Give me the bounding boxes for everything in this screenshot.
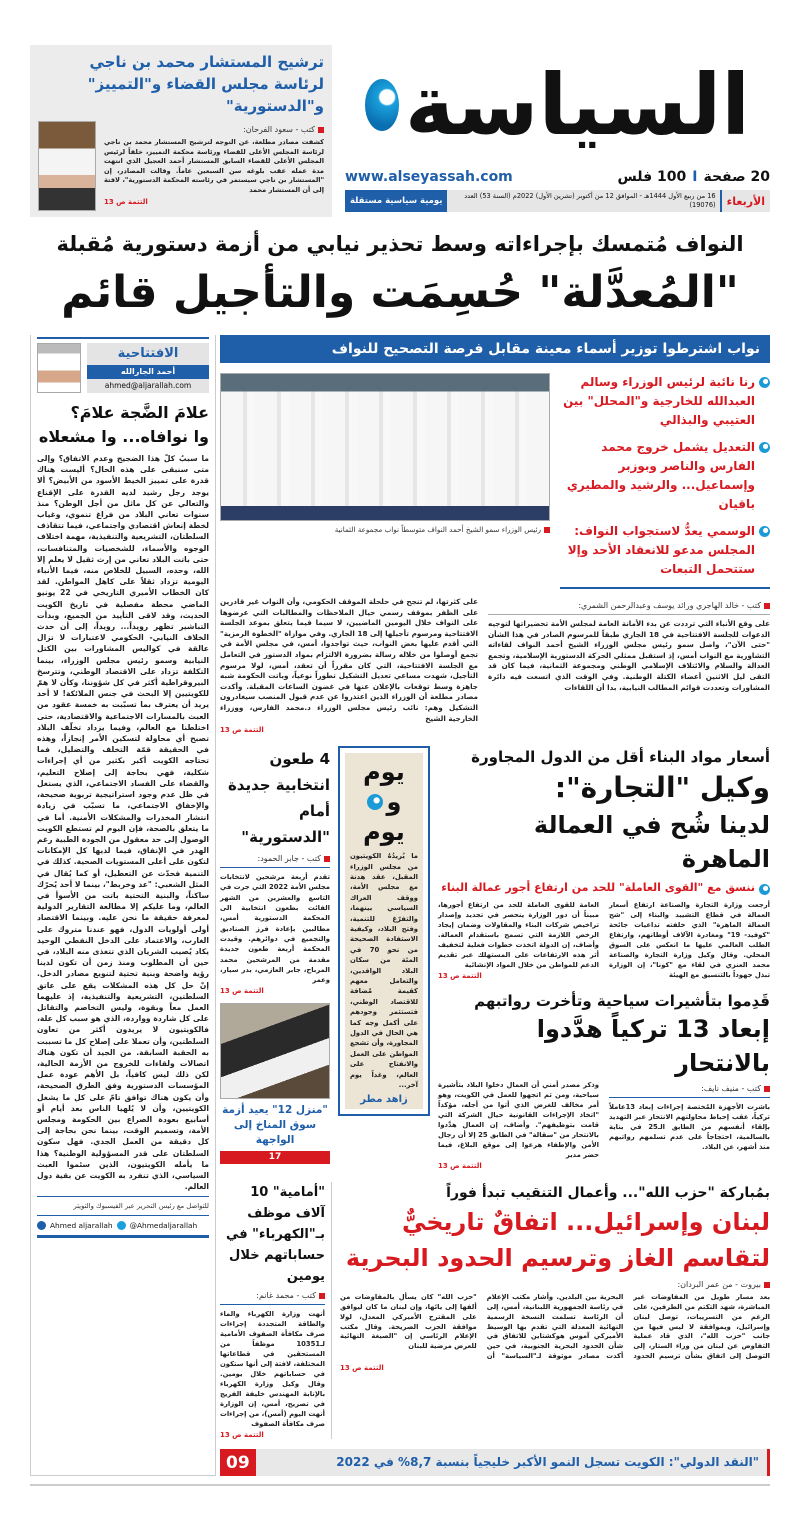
- appeals-col: [220, 746, 330, 1164]
- byline-text: كتب - محمد غانم:: [256, 1291, 316, 1301]
- facebook-handle[interactable]: Ahmed aljarallah: [50, 1221, 113, 1231]
- appeals-headline[interactable]: 4 طعون انتخابية جديدة أمام "الدستورية": [227, 750, 330, 847]
- editorial-column: [30, 335, 216, 1476]
- bullet-text: الوسمي يعدُّ لاستجواب النواف: المجلس مدعو للانعقاد الأحد وإلا ستتحمل التبعات: [567, 524, 755, 576]
- lead-subheadline-bar: نواب اشترطوا توزير أسماء معينة مقابل فرصة التصحيح للنواف: [220, 335, 770, 363]
- continued-link[interactable]: التتمة ص 13: [104, 197, 148, 206]
- bullet-item[interactable]: [560, 438, 770, 514]
- trade-kicker: أسعار مواد البناء أقل من الدول المجاورة: [471, 748, 770, 767]
- trade-body-right: أرجعت وزارة التجارة والصناعة ارتفاع أسعار العمالة في قطاع التشييد والبناء إلى "شح العمالة الماهرة" الذي خلفته تداعيات جائحة "كوفيد- 19" ومغادرة الآلاف أوطانهم، وارتفاع الطلب العالمي عليها ما انعكس على السوق المحلي. وقال وكيل وزارة التجارة والصناعة محمد العنزي في لقاء مع "كونا"، إن الوزارة تبذل جهوداً بالتنسيق مع الهيئة: [609, 901, 770, 980]
- date-bar: [345, 190, 770, 212]
- day: الأربعاء: [720, 190, 770, 212]
- divider: [609, 1097, 770, 1098]
- photo-caption: [220, 525, 550, 534]
- teaser-page-badge[interactable]: 09: [220, 1449, 256, 1476]
- divider: [220, 1304, 325, 1305]
- byline-text: كتب - سعود الفرحان:: [243, 125, 315, 134]
- falcon-logo-icon: [365, 79, 399, 131]
- price: 100 فلس: [617, 169, 687, 185]
- lead-top-row: [220, 373, 770, 593]
- turks-headline[interactable]: إبعاد 13 تركياً هدَّدوا بالانتحار: [536, 1015, 770, 1078]
- continued-link[interactable]: التتمة ص 13: [220, 987, 264, 996]
- middle-band: [220, 746, 770, 1170]
- turks-body-row: [438, 1080, 770, 1170]
- social-links: [37, 1220, 209, 1231]
- column-inner: [345, 753, 423, 1109]
- appeals-byline: [220, 854, 330, 863]
- divider: [488, 614, 770, 615]
- carpet: [221, 506, 549, 520]
- top-story-text: [104, 121, 324, 206]
- column-logo-icon: [367, 794, 383, 810]
- masthead: [345, 45, 770, 212]
- main-area: [220, 335, 770, 1476]
- trade-turks-col: [438, 746, 770, 1170]
- lead-body-left-col: [220, 597, 478, 734]
- lead-photo-block: [220, 373, 550, 538]
- page-bottom-rule: [30, 1484, 770, 1486]
- bottom-band: [220, 1182, 770, 1439]
- trade-body-left: العامة للقوى العاملة للحد من ارتفاع أجورها، مبيناً أن دور الوزارة ينحصر في تجديد وإصدار تراخيص شركات البناء والمقاولات وضمان إيجاد الرخص اللازمة التي تسمح باستقدام العمالة. وأضاف، إن الدولة اتخذت خطوات فعلية لتخفيف أثر هذه الارتفاعات على المستهلك عبر تقديم الدعم للمواطن من خلال المواد الإنشائية: [438, 901, 599, 970]
- lead-byline: [488, 601, 770, 610]
- title-word: يوم: [363, 818, 405, 847]
- column-body: ما يُريدُهُ الكويتيون من مجلس الوزراء المقبل، عقد هدنة مع مجلس الأمة، ووقف العراك السياسي بينهما، والتفرّغ للتنمية، وفتح البلاد، وكيفية الاستفادة الصحيحة من نحو 70 في المئة من سكان البلاد الوافدين، والتعامل معهم كقيمة مُضافة للاقتصاد الوطني، فتستثمر وجودهم على أكمل وجه كما هي الحال في الدول المجاورة، وأن تشجع المواطن على العمل والانفتاح على العالم، وغداً يوم آخر...: [350, 852, 418, 1090]
- title-word: و: [386, 788, 402, 817]
- divider: [37, 1215, 209, 1216]
- editorial-headline-1[interactable]: علامَ الضَّجة علامَ؟: [70, 403, 209, 422]
- byline-text: كتب - خالد الهاجري ورائد يوسف وعبدالرحمن الشمري:: [578, 601, 761, 610]
- electricity-body: أنهت وزارة الكهرباء والماء والطاقة المتجددة إجراءات صرف مكافأة الصفوف الأمامية لـ10351 موظفاً من المستحقين في قطاعاتها المختلفة، لافتة إلى أنها ستكون في حساباتهم خلال يومين. وقال وكيل وزارة الكهرباء بالإنابة المهندس خليفة الفريج في تصريح، أمس، إن الوزارة أنهت اليوم (أمس)، من إجراءات صرف مكافأة الصفوف: [220, 1310, 325, 1429]
- trade-headline-2[interactable]: لدينا شُح في العمالة الماهرة: [533, 811, 770, 874]
- byline-text: بيروت - من عمر البردان:: [677, 1280, 761, 1290]
- main-row: [30, 335, 770, 1476]
- column-title: [345, 753, 423, 847]
- author-email[interactable]: ahmed@aljarallah.com: [87, 379, 209, 393]
- editorial-section-title: الافتتاحية: [87, 343, 209, 365]
- bullet-text: التعديل يشمل خروج محمد الفارس والناصر وبوزبر وإسماعيل... والرشيد والمطيري باقيان: [566, 440, 755, 511]
- trade-headline-1[interactable]: وكيل "التجارة":: [554, 771, 770, 805]
- divider: [37, 1235, 209, 1238]
- contact-note: للتواصل مع رئيس التحرير عبر الفيسبوك والتويتر: [73, 1202, 209, 1211]
- turks-kicker: قَدِموا بتأشيرات سياحية وتأخرت رواتبهم: [474, 992, 770, 1011]
- top-story-byline: [104, 125, 324, 134]
- editorial-headline-2[interactable]: وا نوافاه... وا مشعلاه: [38, 427, 209, 446]
- divider: [560, 587, 770, 589]
- author-name: أحمد الجارالله: [87, 365, 209, 379]
- divider: [220, 867, 330, 868]
- bullet-item[interactable]: [560, 373, 770, 430]
- editorial-labels: [87, 343, 209, 393]
- lebanon-body: بعد مسار طويل من المفاوضات غير المباشرة، شهد التكتم من الطرفين، على الرغم من التسريبات، توصل لبنان وإسرائيل، ويموافقة لا ليس فيها من جانب "حزب الله"، الذي قاد عملية التفاوض عن لبنان من وراء الستار، إلى التوصل إلى اتفاق بشأن ترسيم الحدود البحرية بين البلدين. وأشار مكتب الإعلام في رئاسة الجمهورية اللبنانية، أمس، إلى أن الرئاسة تسلمت النسخة الرسمية النهائية المعدلة التي تقدم بها الوسيط الأميركي آموس هوكشتاين للاتفاق في شأن الحدود البحرية الجنوبية، في حين أكدت مصادر موثوقة لـ"السياسة" أن "حزب الله" كان يسأل بالمفاوضات من ألفها إلى يائها، وإن لبنان ما كان ليوافق على المقترح الأميركي المعدل، لولا موافقة الحزب الصريحة. وقال مكتب الإعلام الرئاسي إن "الصيغة النهائية للعرض مرضية للبنان: [340, 1293, 770, 1360]
- electricity-byline: [220, 1291, 325, 1300]
- twitter-icon[interactable]: [117, 1221, 126, 1230]
- lead-body-right-col: [488, 597, 770, 693]
- appeals-body: تقدم أربعة مرشحين لانتخابات مجلس الأمة 2022 التي جرت في التاسع والعشرين من الشهر الفائت بطعون انتخابية الى المحكمة الدستورية أمس، مطالبين بإعادة فرز الصناديق والتجميع في دوائرهم. وقيدت المحكمة أربعة طعون جديدة مقدمة من المرشحين محمد المرباح، جابر العازمي، بدر سيار، وعمر: [220, 873, 330, 985]
- continued-link[interactable]: التتمة ص 13: [438, 1162, 482, 1171]
- bullet-text: رنا نائبة لرئيس الوزراء وسالم العبدالله للخارجية و"المحلل" بين العتيبي والبذالي: [563, 375, 755, 427]
- turks-body-right: باشرت الأجهزة المُختصة إجراءات إبعاد 13عاملاً تركياً، عقب إحباط محاولتهم الانتحار عبر التهديد بإلقاء أنفسهم من الطابق الـ25 في بناية بالسالمية، احتجاجاً على عدم تسلمهم رواتبهم منذ أشهر، عن البلاد.: [609, 1103, 770, 1152]
- divider: [37, 1196, 209, 1197]
- judge-photo: [38, 121, 96, 211]
- twitter-handle[interactable]: @Ahmedaljarallah: [129, 1221, 198, 1231]
- turks-byline: [609, 1084, 770, 1093]
- manzil-12-caption[interactable]: "منزل 12" يعيد أزمة سوق المناخ إلى الواجهة: [222, 1104, 328, 1147]
- lead-body-right: على وقع الأنباء التي ترددت عن بدء الأمانة العامة لمجلس الأمة تحضيراتها لتوجيه الدعوات للجلسة الافتتاحية في 18 الجاري طبقاً للمرسوم الصادر في هذا الشأن "حتى الآن"، واصل سمو رئيس مجلس الوزراء الشيخ أحمد النواف لقاءاته التشاورية مع النواب أمس، إذ استقبل ممثلي الحركة الدستورية الإسلامية، وتجمع العدالة والسلام والائتلاف الإسلامي الوطني ومجموعة الثمانية، فيما كان قد التقى ليل الاثنين أعضاء الكتلة الوطنية. وفي الوقت الذي اتسعت فيه دائرة المشاورات وتعددت قوائم المطالب النيابية، بدا أن اللقاءات: [488, 619, 770, 692]
- author-photo: [37, 343, 81, 393]
- turks-body-right-col: [609, 1080, 770, 1152]
- editorial-body: ما سببُ كلّ هذا الضجيج وعدم الاتفاق؟ وإلى متى سنبقى على هذه الحال؟ أليست هناك قدرة على تمييز الخيط الأسود من الأبيض؟ ألا يوجد رجل رشيد لديه القدرة على الإقناع والتعالي عن كل ماثل من أجل الوطن؟ منذ سنوات تعاني البلاد من فراغ تنموي، وغياب لخطة إنعاش اقتصادي واجتماعي، فيما تتقاذف السلطتان، التشريعية والتنفيذية، مهمة اختلاف الوجوه والأسماء، للشخصيات والمتنافسات، حتى باتت البلاد تعاني من إرث ثقيل لا يعلم إلا الله، وحده، السبيل للخلاص منه، فيما الأنباء اليومية تزداد ثقلاً على كاهل المواطن. لقد كان الخطاب الأميري التاريخي في 22 يونيو الماضي محطة مفصلية في تاريخ الكويت الحديث، وقد لاقى التأييد من الجميع، وبدأت التباشير تظهر رويداً... رويداً، إلى أن حدث الخلاف النيابي- الحكومي لاعتبارات لا تزال عالقة في كواليس المشاورات بين الكتل النيابية وسمو رئيس مجلس الوزراء، بينما التكلفة تزداد على الاقتصاد الوطني، وتترسخ البيروقراطية أكثر في كل شؤوننا، وكأن لا همّ للكويتيين إلا البحث في جنس الملائكة! لا أحد يريد أن يعترف بما تسبّبت به خمسة عقود من العبث بالمسارات الاجتماعية والاقتصادية، حتى اختلطنا مع العالم، وفيما يزداد تخلّف البلاد تصبح أي محاولة لتسكين الأمر إنجازاً، وهذه في الحقيقة قمّة التخلف والتضليل، فما تحتاجه الكويت أكبر بكثير من أي إجراءات شكلية، فهي بحاجة إلى إصلاح التعليم، والقضاء على الفساد الاجتماعي، الذي يستغل في ظل عدم وجود استراتيجية تربوية صحيحة، والإخفاق الاجتماعي، ما تسبّب في زيادة انتشار المخدرات والمشكلات الأمنية. أما في ما يتعلق بالصحة، فإن اليوم لم تستطع الكويت الوصول إلى حد معقول من الجودة الطبية رغم الهدر في الإنفاق، فيما لديها كل الإمكانات لتكون على أعلى المستويات الصحية. كذلك في التنمية فحدّث عن التعطيل، أو كما يُقال في المثل الشعبي: "عد وخربط"، بينما لا أحد يُحرّك ساكناً، والبنية التحتية باتت من الأسوأ في العالم، وما عليكم إلا مطالعة التقارير الدولية لمعرفة حقيقة ما نحن عليه. وبينما الاقتصاد أولى أولويات الدول، فهو عندنا متروك على الغارب، والاعتماد على الدخل النفطي الوحيد يكاد يُصيب الشريان الذي تتغذى منه البلاد، في حين أن المطلوب ومنذ زمن أن تكون لدينا رؤية واضحة وبنية تحتية لتنويع مصادر الدخل. إنّ حل كل هذه المشكلات يقع على عاتق السلطتين، التشريعية والتنفيذية، إذ عليهما العمل معاً وبقوة، وليس التخاصم والتقاتل على كل شاردة وواردة، الذي هو سبب كل علة، فالكويتيون لا يريدون أكثر من تعاون السلطتين، وأن تعملا على إصلاح كل ما تسببت به الحقبة السابقة. من الجيد أن تكون هناك اتصالات ولقاءات للخروج من الأزمة الحالية، لكن ذلك ليس كافياً، بل الأهم عودة عمل المؤسسات الدستورية وفق الطرق الصحيحة، وأن يكون هناك توافق تامّ على كل ما يشغل الكويتيين، وأن لا يُلهيا الناس بعد أيام أو أسابيع بعودة الصراع بين الحكومة ومجلس الأمة، وتسميم الوقت، بينما نحن بحاجة إلى كل دقيقة من العمل الجدي. فهل سكون السلطتان على قدر المسؤولية الوطنية؟ هذا ما يأمله الكويتيون، الذين سئموا العبث السياسي، الذي تنفرد به الكويت عن بقية دول العالم.: [37, 454, 209, 1192]
- page-17-badge[interactable]: 17: [220, 1151, 330, 1164]
- byline-text: كتب - جابر الحمود:: [257, 854, 321, 864]
- lebanon-headline-1[interactable]: لبنان وإسرائيل... اتفاقٌ تاريخيٌّ: [401, 1208, 770, 1237]
- separator: I: [692, 169, 698, 185]
- bullet-icon: [759, 526, 770, 537]
- lebanon-col: [340, 1182, 770, 1372]
- date: 16 من ربيع الأول 1444هـ - الموافق 12 من أكتوبر (تشرين الأول) 2022م (السنة 53) العدد (19076): [464, 192, 716, 209]
- top-story-body: كشفت مصادر مطلعة، عن التوجه لترشيح المستشار محمد بن ناجي لرئاسة المجلس الأعلى للقضاء ورئاسة محكمة التمييز، خلفاً لرئيس المجلس الأعلى للقضاء السابق المستشار أحمد العجيل الذي انتهت مدة عمله عقب بلوغه سن السبعين عاماً. وقالت المصادر، إن "المستشار بن ناجي سيستمر في رئاسته المحكمة الدستورية"، لافتة إلى أن المستشار محمد: [104, 138, 324, 194]
- caption-text: رئيس الوزراء سمو الشيخ أحمد النواف متوسطاً نواب مجموعة الثمانية: [334, 525, 541, 534]
- byline-text: كتب - منيف نايف:: [701, 1084, 761, 1094]
- bullet-icon: [759, 442, 770, 453]
- footer-teaser[interactable]: [220, 1449, 770, 1476]
- continued-link[interactable]: التتمة ص 13: [220, 726, 264, 735]
- facebook-icon[interactable]: [37, 1221, 46, 1230]
- top-story-content: [38, 121, 324, 211]
- title-middle: [345, 787, 423, 817]
- header-row: [30, 45, 770, 217]
- trade-body-left-col: [438, 900, 599, 980]
- teaser-text: "النقد الدولي": الكويت تسجل النمو الأكبر خليجياً بنسبة 8,7% في 2022: [336, 1455, 759, 1470]
- electricity-col: [220, 1182, 332, 1439]
- ministers-group-photo: [220, 373, 550, 521]
- top-story-box: [30, 45, 332, 217]
- title-word: يوم: [363, 758, 405, 787]
- bullet-icon: [759, 884, 770, 895]
- electricity-headline[interactable]: "أمامية" 10 آلاف موظف بـ"الكهرباء" في حساباتهم خلال يومين: [225, 1185, 325, 1285]
- trade-body-row: [438, 900, 770, 980]
- turks-body-left-col: [438, 1080, 599, 1170]
- page-count: 20 صفحة: [703, 169, 770, 185]
- lead-headline[interactable]: "المُعدَّلة" حُسِمَت والتأجيل قائم: [61, 267, 739, 318]
- bullet-item[interactable]: [560, 522, 770, 579]
- lebanon-byline: [340, 1280, 770, 1289]
- info-row: [345, 169, 770, 185]
- trade-subheadline: [438, 880, 770, 896]
- logo: السياسة: [404, 56, 751, 154]
- lead-bullets: [560, 373, 770, 593]
- lebanon-headline-2[interactable]: لتقاسم الغاز وترسيم الحدود البحرية: [345, 1244, 770, 1273]
- logo-row: [345, 45, 770, 165]
- continued-link[interactable]: التتمة ص 13: [220, 1431, 264, 1440]
- website[interactable]: www.alseyassah.com: [345, 169, 513, 185]
- column-author: زاهد مطر: [360, 1094, 408, 1106]
- pages-price: [617, 169, 770, 185]
- sub-text: ننسق مع "القوى العاملة" للحد من ارتفاع أجور عمالة البناء: [441, 881, 755, 895]
- turks-body-left: وذكر مصدر أمني أن العمال دخلوا البلاد بتأشيرة سياحية، ومن ثم اتجهوا للعمل في الكويت، وهو أمر مخالف للغرض الذي أتوا من أجله، مؤكداً "اتخاذ الإجراءات القانونية حيال الشركة التي قامت بتوظيفهم". وأضاف، إن العمال هدَّدوا بالانتحار من "سقالة" في الطابق 25 إلا أن رجال الأمن والإطفاء هرعوا إلى موقع البلاغ، فيما حضر مدير: [438, 1081, 599, 1160]
- tagline: يومية سياسية مستقلة: [345, 190, 447, 212]
- manzil-12-photo: [220, 1003, 330, 1099]
- lead-body-left: على كثرتها، لم تنجح في حلحلة الموقف الحكومي، وأن النواب غير قادرين على الظفر بموقف رسمي حيال الملاحظات والمطالبات التي عرضوها على النواف خلال اليومين الماضيين، لا سيما فيما يتعلق بموعد الجلسة الافتتاحية ومرسوم تأجيلها إلى 18 الجاري. وفي موازاة "الخطوة الرمزية" التي أقدم عليها بعض النواب، حيث تواجدوا، أمس، في مجلس الأمة في تجمع أوصلوا من خلاله رسالة بضرورة الالتزام بمواد الدستور في التعامل مع الجلسة الافتتاحية، التي كان مقرراً أن تعقد، أمس، لولا مرسوم التأجيل، شهدت مساعي تعديل التشكيل تطوراً نوعياً، وباتت الحكومة شبه جاهزة وسط توقعات بالإعلان عنها في غضون الساعات المقبلة. وأكدت مصادر مطلعة أن الوزراء الذين اعتذروا عن عدم قبول المنصب سيغادرون التشكيل وهم: نائب رئيس مجلس الوزراء د.محمد الفارس، ووزراء الخارجية الشيخ: [220, 597, 478, 723]
- bullet-icon: [759, 377, 770, 388]
- editorial-header: [37, 343, 209, 393]
- divider: [37, 337, 209, 339]
- column-box: [338, 746, 430, 1116]
- lead-kicker: النواف مُتمسك بإجراءاته وسط تحذير نيابي من أزمة دستورية مُقبلة: [56, 232, 744, 256]
- continued-link[interactable]: التتمة ص 13: [438, 972, 482, 981]
- lead-body-row: [220, 597, 770, 734]
- top-story-headline[interactable]: ترشيح المستشار محمد بن ناجي لرئاسة مجلس القضاء و"التمييز" و"الدستورية": [87, 53, 324, 115]
- continued-link[interactable]: التتمة ص 13: [340, 1363, 384, 1372]
- lebanon-kicker: بمُباركة "حزب الله"... وأعمال التنقيب تبدأ فوراً: [446, 1185, 770, 1202]
